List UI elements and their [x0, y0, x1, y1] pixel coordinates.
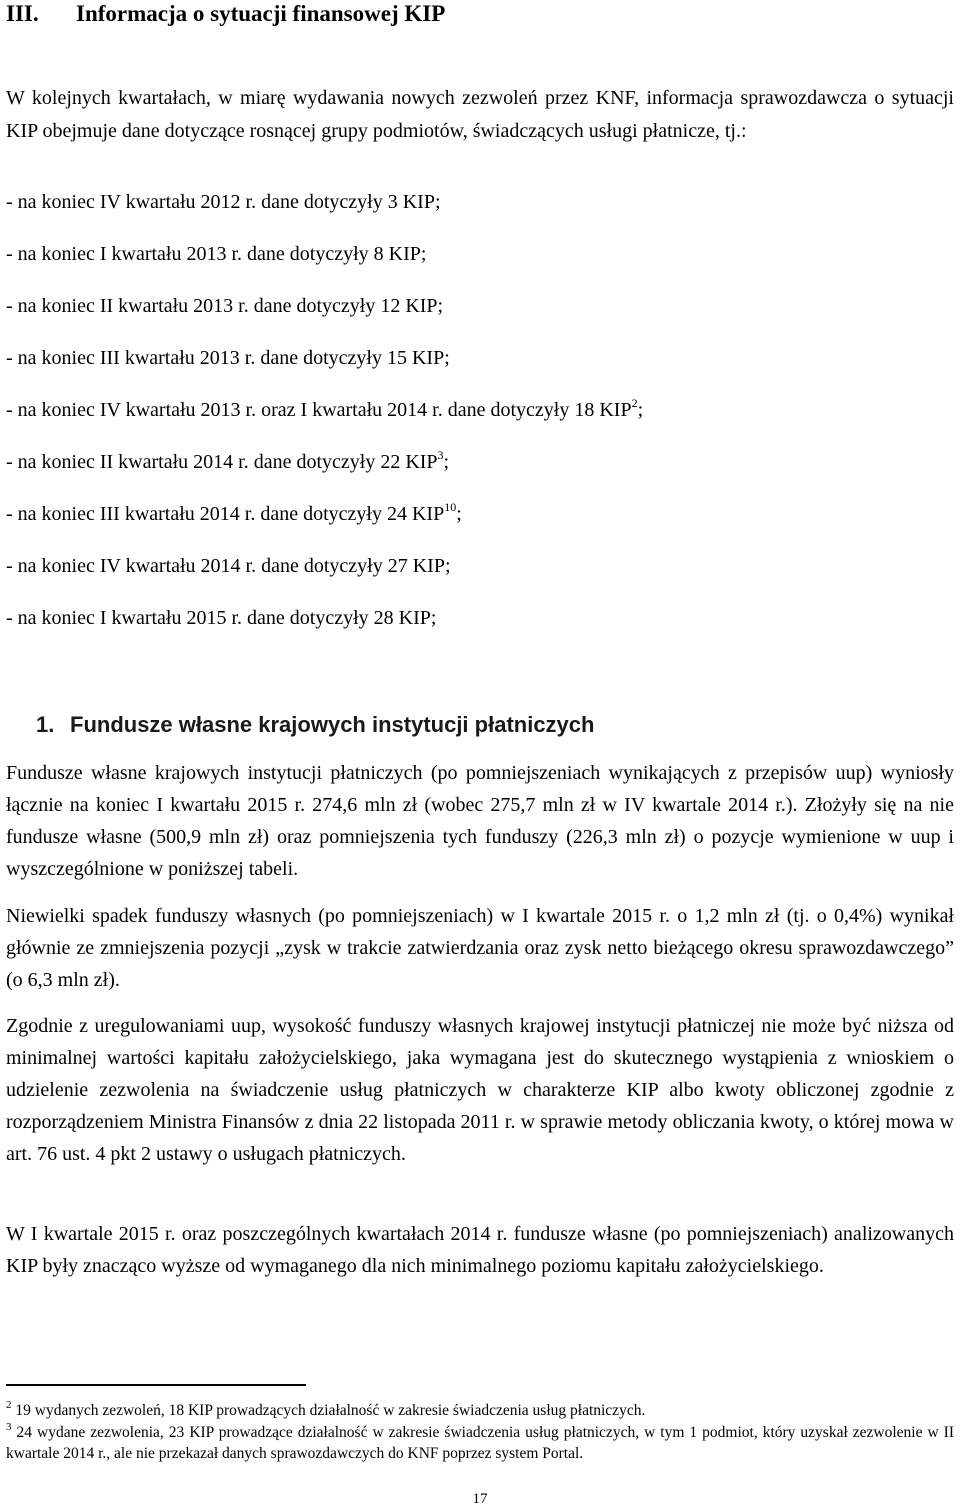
body-paragraph: Fundusze własne krajowych instytucji płatniczych (po pomniejszeniach wynikających z przepisów uup) wyniosły łącznie na koniec I kwartału 2015 r. 274,6 mln zł (wobec 275,7 mln zł w IV kwartale 2014 r.). Złożyły się na nie fundusze własne (500,9 mln zł) oraz pomniejszenia tych funduszy (226,3 mln zł) o pozycje wymienione w uup i wyszczególnione w poniższej tabeli. [6, 762, 954, 880]
list-item: - na koniec II kwartału 2013 r. dane dotyczyły 12 KIP; [6, 295, 444, 317]
body-paragraph: Niewielki spadek funduszy własnych (po pomniejszeniach) w I kwartale 2015 r. o 1,2 mln zł (tj. o 0,4%) wynikał głównie ze zmniejszenia pozycji „zysk w trakcie zatwierdzania oraz zysk netto bieżącego okresu sprawozdawczego” (o 6,3 mln zł). [6, 905, 954, 991]
list-item: - na koniec IV kwartału 2013 r. oraz I kwartału 2014 r. dane dotyczyły 18 KIP$^2$; [6, 396, 644, 421]
body-paragraph: Zgodnie z uregulowaniami uup, wysokość funduszy własnych krajowej instytucji płatniczej nie może być niższa od minimalnej wartości kapitału założycielskiego, jaka wymagana jest do skutecznego wystąpienia z wnioskiem o udzielenie zezwolenia na świadczenie usług płatniczych w charakterze KIP albo kwoty obliczonej zgodnie z rozporządzeniem Ministra Finansów z dnia 22 listopada 2011 r. w sprawie metody obliczania kwoty, o której mowa w art. 76 ust. 4 pkt 2 ustawy o usługach płatniczych. [6, 1015, 954, 1165]
list-item: - na koniec III kwartału 2014 r. dane dotyczyły 24 KIP$^{10}$; [6, 500, 462, 525]
footnote: $^3$ 24 wydane zezwolenia, 23 KIP prowadzące działalność w zakresie świadczenia usług płatniczych, w tym 1 podmiot, który uzyskał zezwolenie w II kwartale 2014 r., ale nie przekazał danych sprawozdawczych do KNF poprzez system Portal. [6, 1421, 954, 1462]
list-item: - na koniec I kwartału 2015 r. dane dotyczyły 28 KIP; [6, 607, 437, 629]
section-heading [6, 710, 594, 740]
footnote-divider [6, 1384, 306, 1386]
list-item: - na koniec IV kwartału 2012 r. dane dotyczyły 3 KIP; [6, 191, 441, 213]
list-item: - na koniec I kwartału 2013 r. dane dotyczyły 8 KIP; [6, 243, 427, 265]
list-item: - na koniec III kwartału 2013 r. dane dotyczyły 15 KIP; [6, 347, 450, 369]
section-number: 1. [36, 712, 55, 737]
intro-paragraph: W kolejnych kwartałach, w miarę wydawania nowych zezwoleń przez KNF, informacja sprawozdawcza o sytuacji KIP obejmuje dane dotyczące rosnącej grupy podmiotów, świadczących usługi płatnicze, tj.: [6, 87, 954, 142]
list-item: - na koniec II kwartału 2014 r. dane dotyczyły 22 KIP$^3$; [6, 448, 450, 473]
list-item: - na koniec IV kwartału 2014 r. dane dotyczyły 27 KIP; [6, 555, 451, 577]
kip-count-list [6, 186, 954, 654]
footnote-ref[interactable]: 10 [444, 500, 457, 514]
section-title: Fundusze własne krajowych instytucji płatniczych [70, 712, 595, 737]
footnote-ref[interactable]: 3 [437, 448, 444, 462]
body-paragraph: W I kwartale 2015 r. oraz poszczególnych kwartałach 2014 r. fundusze własne (po pomniejszeniach) analizowanych KIP były znacząco wyższe od wymaganego dla nich minimalnego poziomu kapitału założycielskiego. [6, 1223, 954, 1277]
chapter-title: Informacja o sytuacji finansowej KIP [76, 1, 446, 26]
chapter-heading [6, 0, 445, 28]
page-number: 17 [472, 1491, 488, 1507]
chapter-number: III. [6, 1, 39, 26]
footnote: $^2$ 19 wydanych zezwoleń, 18 KIP prowadzących działalność w zakresie świadczenia usług płatniczych. [6, 1399, 646, 1419]
footnote-ref[interactable]: 2 [631, 396, 638, 410]
